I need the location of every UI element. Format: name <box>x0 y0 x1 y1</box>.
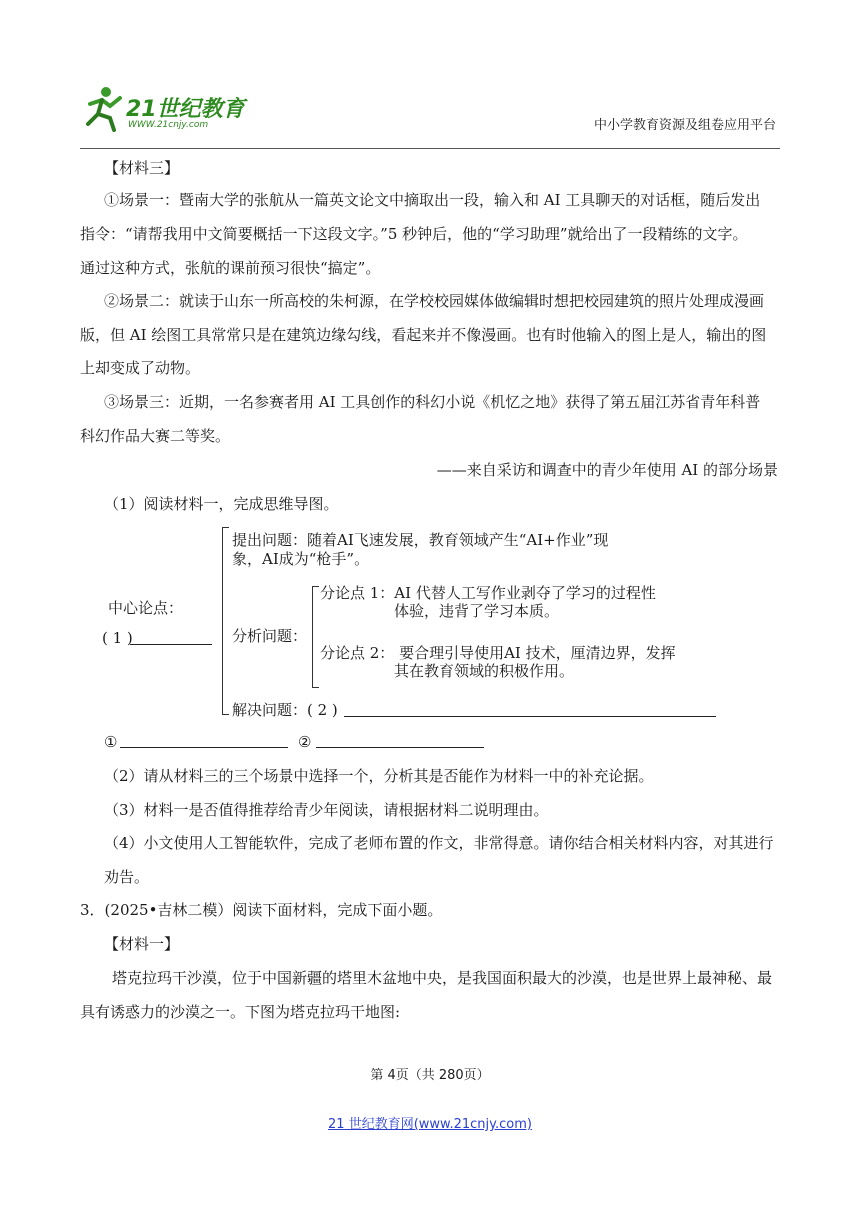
logo-sub-text: WWW.21cnjy.com <box>128 120 209 130</box>
platform-name: 中小学教育资源及组卷应用平台 <box>593 118 776 133</box>
page-number: 第 4页（共 280页） <box>370 1068 490 1083</box>
question2: （2）请从材料三的三个场景中选择一个，分析其是否能作为材料一中的补充论据。 <box>104 767 654 785</box>
answer1-marker: ① <box>104 733 118 751</box>
runner-logo-icon <box>80 84 128 132</box>
sub-point1-line2: 体验，违背了学习本质。 <box>394 602 560 620</box>
center-point-blank-label: ( 1 ) <box>102 629 133 647</box>
mindmap-analyze-bracket <box>312 586 319 688</box>
scene3-line2: 科幻作品大赛二等奖。 <box>80 427 231 445</box>
question4-line2: 劝告。 <box>104 868 150 886</box>
material3-source: ——来自采访和调查中的青少年使用 AI 的部分场景 <box>436 461 778 479</box>
scene2-line1: ②场景二：就读于山东一所高校的朱柯源，在学校校园媒体做编辑时想把校园建筑的照片处理成漫画 <box>104 292 765 310</box>
logo-main-text: 21世纪教育 <box>126 97 245 122</box>
item3-material1-line2: 具有诱惑力的沙漠之一。下图为塔克拉玛干地图: <box>80 1003 401 1021</box>
footer-site-text[interactable]: 21 世纪教育网(www.21cnjy.com) <box>328 1117 532 1132</box>
sub-point1-line1: 分论点 1：AI 代替人工写作业剥夺了学习的过程性 <box>320 584 656 602</box>
scene1-line2: 指令：“请帮我用中文简要概括一下这段文字。”5 秒钟后，他的“学习助理”就给出了一段精练的文字。 <box>80 225 748 243</box>
scene2-line2: 版，但 AI 绘图工具常常只是在建筑边缘勾线，看起来并不像漫画。也有时他输入的图上是人，输出的图 <box>80 326 767 344</box>
center-point-label: 中心论点： <box>108 599 184 617</box>
logo <box>80 84 250 134</box>
footer-site-link[interactable] <box>0 1113 860 1132</box>
mindmap-main-bracket <box>222 527 229 715</box>
center-point-blank[interactable] <box>130 630 212 645</box>
sub-point2-line2: 其在教育领域的积极作用。 <box>394 662 575 680</box>
analyze-label: 分析问题： <box>232 627 308 645</box>
scene2-line3: 上却变成了动物。 <box>80 359 201 377</box>
raise-question-line2: 象，AI成为“枪手”。 <box>232 550 370 568</box>
scene1-line3: 通过这种方式，张航的课前预习很快“搞定”。 <box>80 259 381 277</box>
item3-material1-line1: 塔克拉玛干沙漠，位于中国新疆的塔里木盆地中央，是我国面积最大的沙漠，也是世界上最神秘、最 <box>112 969 773 987</box>
question3: （3）材料一是否值得推荐给青少年阅读，请根据材料二说明理由。 <box>104 801 549 819</box>
question1-intro: （1）阅读材料一，完成思维导图。 <box>104 495 339 513</box>
solve-blank[interactable] <box>344 702 716 717</box>
sub-point2-line1: 分论点 2： 要合理引导使用AI 技术，厘清边界，发挥 <box>320 644 676 662</box>
raise-question-line1: 提出问题：随着AI飞速发展，教育领域产生“AI+作业”现 <box>232 531 609 549</box>
item3-stem: 3．(2025•吉林二模）阅读下面材料，完成下面小题。 <box>80 901 443 919</box>
material3-title: 【材料三】 <box>104 159 180 177</box>
question4-line1: （4）小文使用人工智能软件，完成了老师布置的作文，非常得意。请你结合相关材料内容，对其进行 <box>104 834 774 852</box>
scene3-line1: ③场景三：近期，一名参赛者用 AI 工具创作的科幻小说《机忆之地》获得了第五届江苏省青年科普 <box>104 393 761 411</box>
item3-material1-title: 【材料一】 <box>104 935 180 953</box>
solve-label: 解决问题：( 2 ) <box>232 701 338 719</box>
answer2-blank[interactable] <box>316 733 484 748</box>
header-rule <box>80 148 780 149</box>
scene1-line1: ①场景一：暨南大学的张航从一篇英文论文中摘取出一段，输入和 AI 工具聊天的对话框，随后发出 <box>104 191 761 209</box>
answer2-marker: ② <box>298 733 312 751</box>
answer1-blank[interactable] <box>120 733 288 748</box>
